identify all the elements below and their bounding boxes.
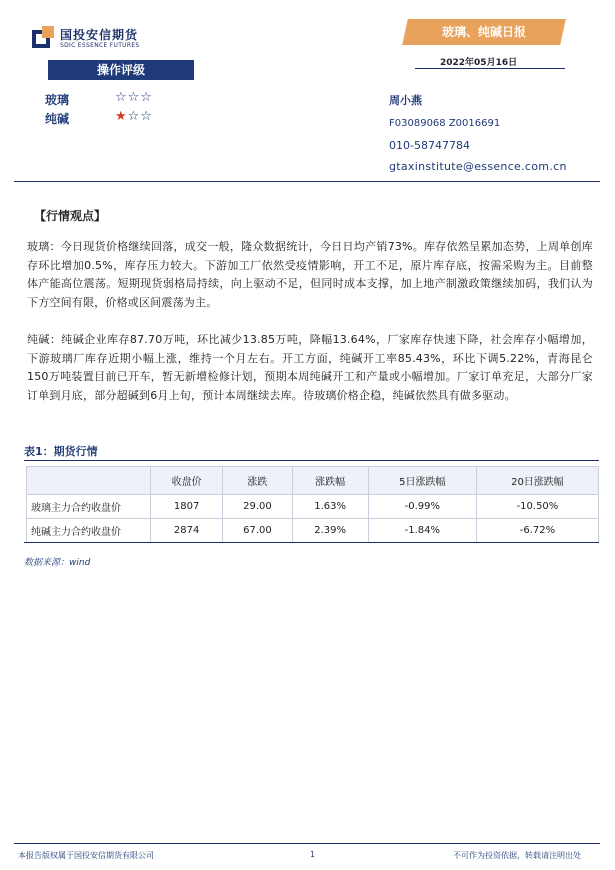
- report-title: 玻璃、纯碱日报: [441, 25, 526, 39]
- table-header: 涨跌: [223, 467, 292, 495]
- star-empty-icon: ☆☆: [127, 109, 153, 124]
- footer-disclaimer: 不可作为投资依据，转载请注明出处: [453, 851, 581, 860]
- analyst-email[interactable]: gtaxinstitute@essence.com.cn: [389, 160, 567, 173]
- date-divider: [415, 68, 565, 69]
- report-date: 2022年05月16日: [440, 58, 518, 68]
- table-row: [27, 495, 599, 519]
- table-header: 20日涨跌幅: [476, 467, 598, 495]
- star-empty-icon: ☆☆☆: [115, 90, 153, 105]
- table-header: 收盘价: [151, 467, 223, 495]
- star-filled-icon: ★: [115, 109, 128, 124]
- company-name-en: SDIC ESSENCE FUTURES: [60, 42, 140, 49]
- analyst-phone: 010-58747784: [389, 139, 470, 152]
- header-divider: [14, 181, 600, 182]
- glass-paragraph: 玻璃：今日现货价格继续回落，成交一般，隆众数据统计，今日日均产销73%。库存依然呈累加态势，上周单创库存环比增加0.5%，库存压力较大。下游加工厂依然受疫情影响，开工不足，原片库存底，按需采购为主。目前整体产能高位震荡。短期现货弱格局持续，向上驱动不足，但同时成本支撑，加上地产制激政策继续加码，我们认为下方空间有限，价格或区间震荡为主。: [27, 240, 593, 309]
- table-cell: 29.00: [223, 495, 292, 519]
- analyst-name: 周小燕: [389, 94, 422, 107]
- data-source: 数据来源：wind: [24, 558, 91, 568]
- soda-paragraph: 纯碱：纯碱企业库存87.70万吨，环比减少13.85万吨，降幅13.64%，厂家库存快速下降，社会库存小幅增加，下游玻璃厂库存近期小幅上涨，维持一个月左右。开工方面，纯碱开工率85.43%，环比下调5.22%，青海昆仑150万吨装置目前已开车，暂无新增检修计划，预期本周纯碱开工和产量或小幅增加。厂家订单充足，大部分厂家订单到月底，部分超碱到6月上旬，预计本周继续去库。待玻璃价格企稳，纯碱依然具有做多驱动。: [27, 333, 593, 402]
- table-header-row: [27, 467, 599, 495]
- table-cell: -6.72%: [476, 519, 598, 543]
- table-row: [27, 519, 599, 543]
- rating-label-glass: 玻璃: [45, 93, 70, 107]
- table-bottom-divider: [24, 542, 599, 543]
- table-header: 涨跌幅: [292, 467, 368, 495]
- table-cell: 纯碱主力合约收盘价: [27, 519, 151, 543]
- table-header: [27, 467, 151, 495]
- futures-table: [26, 466, 599, 543]
- footer-copyright: 本报告版权属于国投安信期货有限公司: [18, 851, 154, 860]
- table-title: 表1：期货行情: [24, 445, 98, 458]
- analyst-license: F03089068 Z0016691: [389, 118, 501, 129]
- rating-stars-glass: [115, 90, 153, 105]
- table-title-divider: [24, 460, 599, 461]
- table-cell: 2.39%: [292, 519, 368, 543]
- footer-divider: [14, 843, 600, 844]
- page-number: 1: [310, 850, 316, 859]
- report-title-banner: [402, 19, 566, 45]
- table-cell: 1.63%: [292, 495, 368, 519]
- rating-label-soda: 纯碱: [45, 112, 70, 126]
- table-cell: -0.99%: [368, 495, 476, 519]
- table-cell: 1807: [151, 495, 223, 519]
- rating-stars-soda: [115, 109, 153, 124]
- section-title: 【行情观点】: [34, 209, 107, 223]
- table-cell: 67.00: [223, 519, 292, 543]
- table-cell: -1.84%: [368, 519, 476, 543]
- table-header: 5日涨跌幅: [368, 467, 476, 495]
- rating-banner: 操作评级: [48, 60, 194, 80]
- table-cell: 2874: [151, 519, 223, 543]
- table-cell: -10.50%: [476, 495, 598, 519]
- company-name-cn: 国投安信期货: [60, 28, 139, 42]
- company-logo-icon: [32, 26, 54, 48]
- table-cell: 玻璃主力合约收盘价: [27, 495, 151, 519]
